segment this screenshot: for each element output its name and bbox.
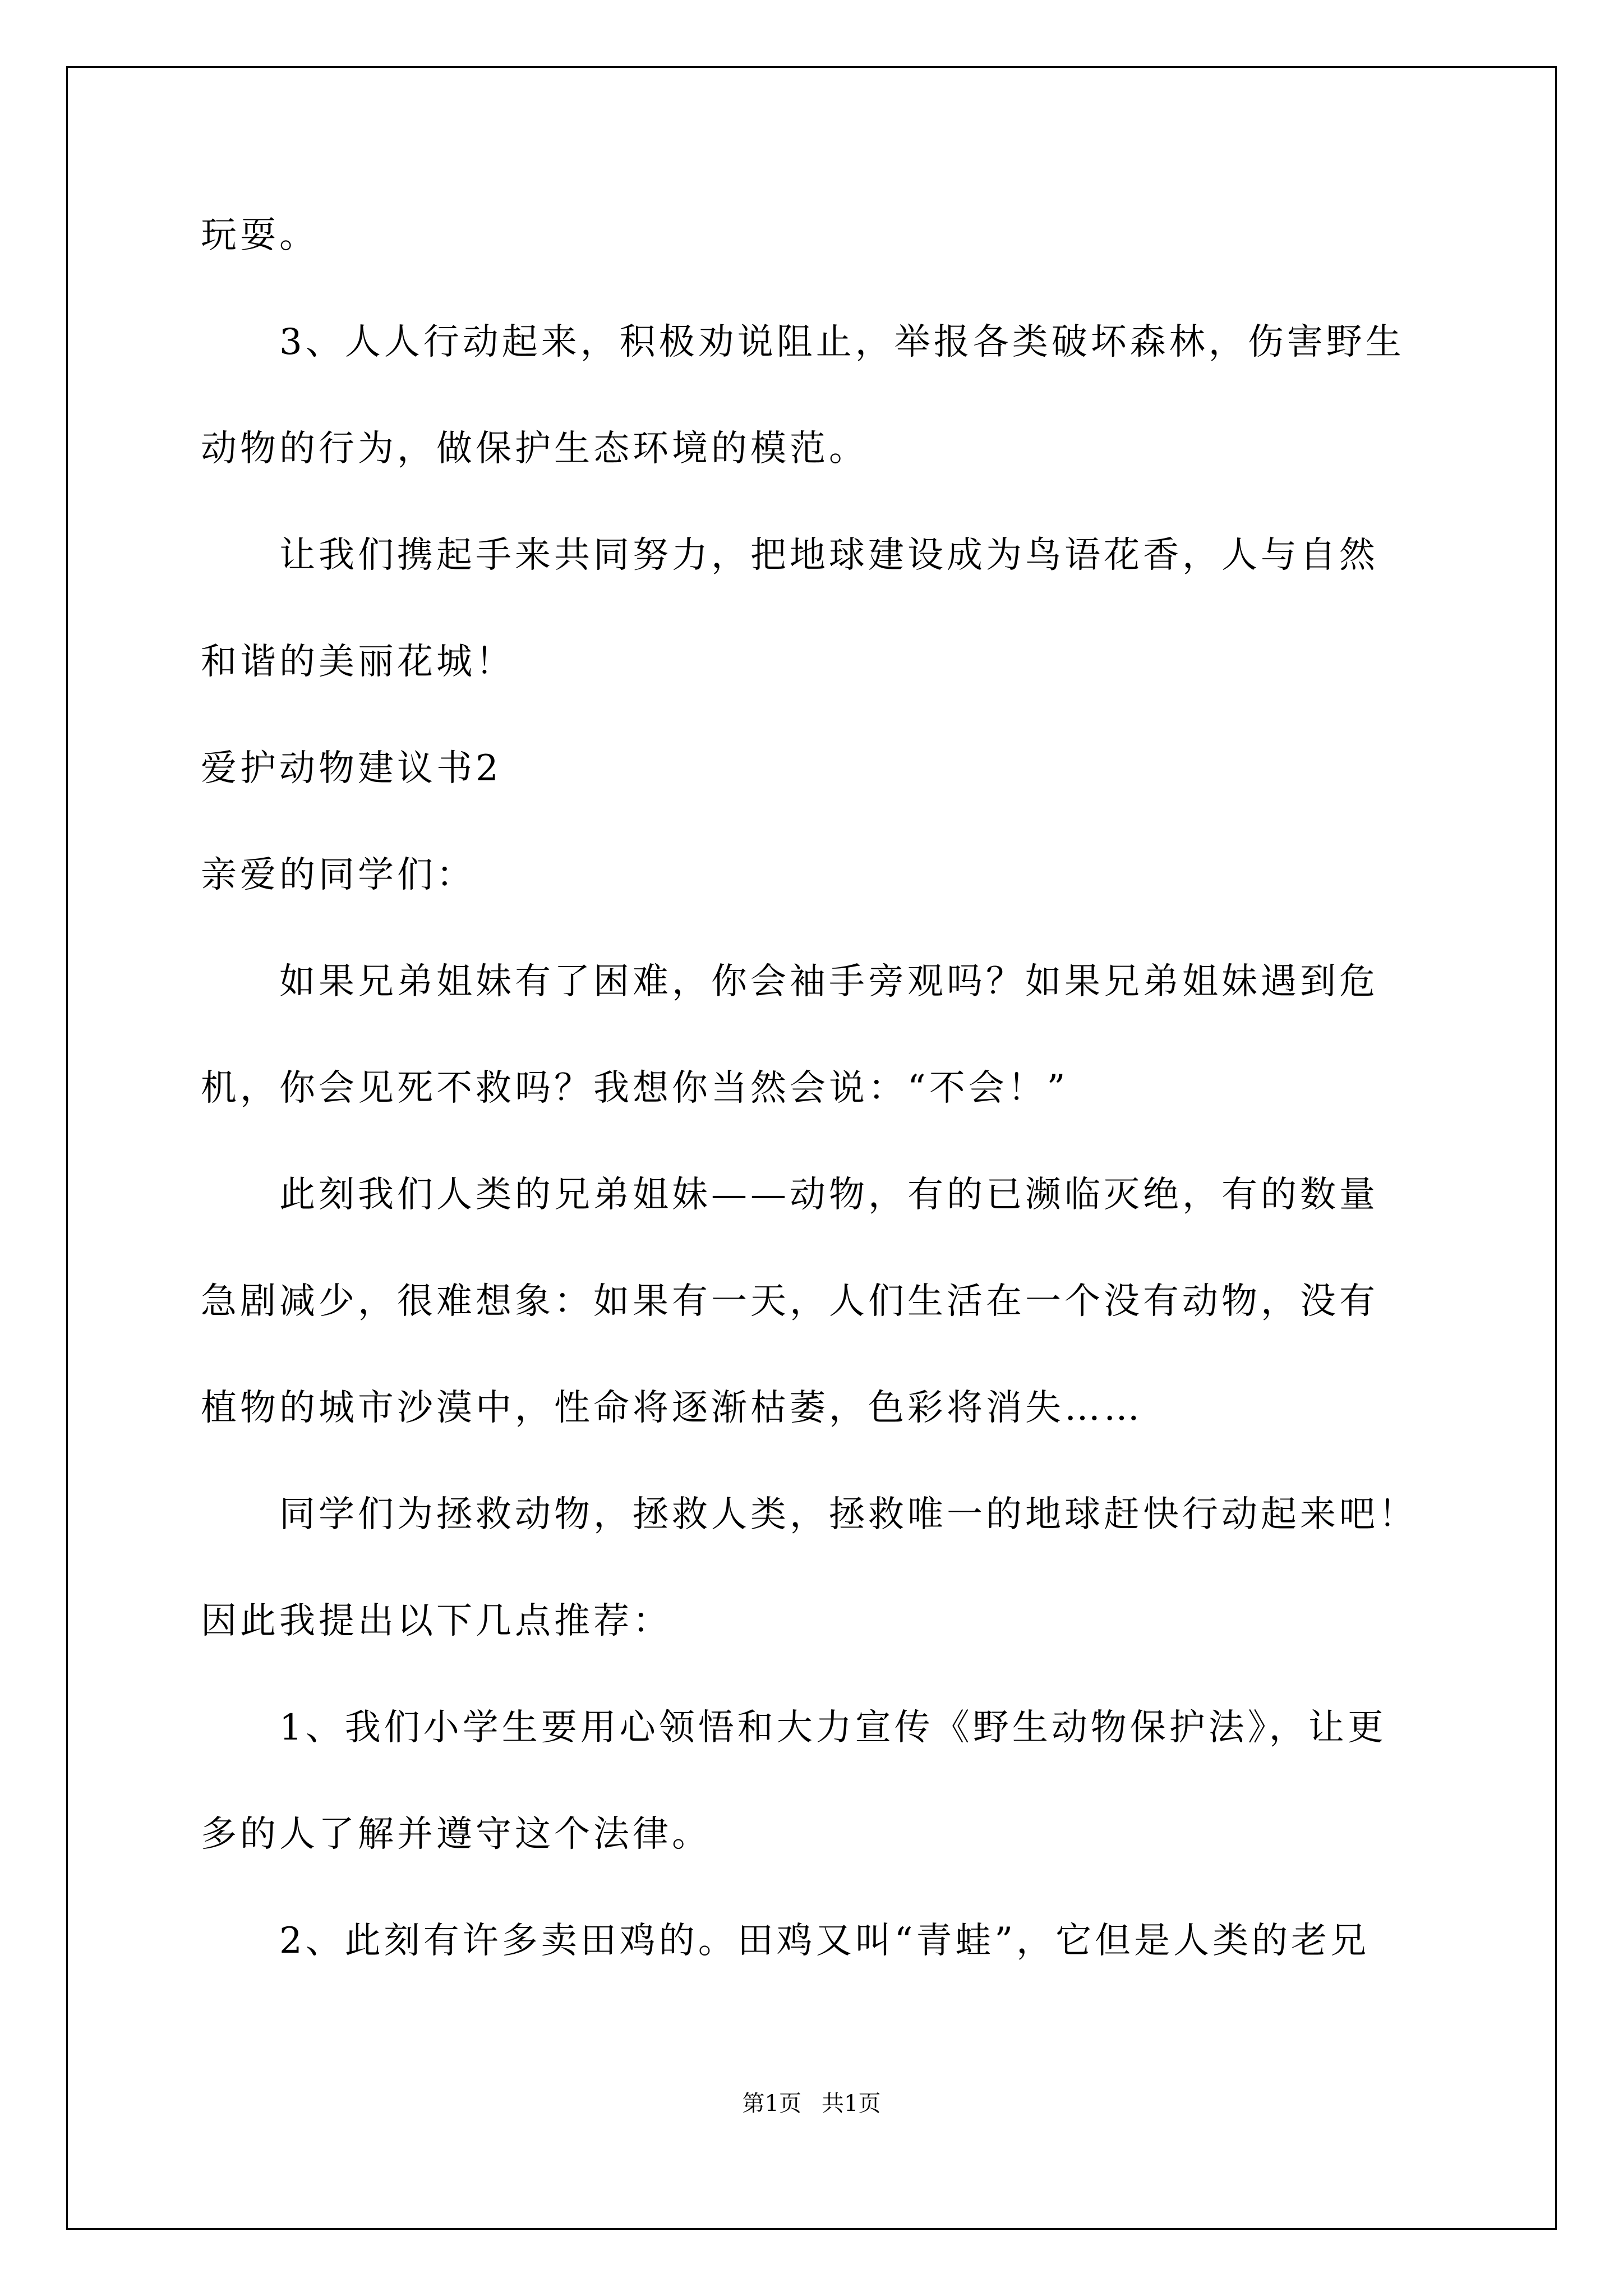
text-line: 机，你会见死不救吗？我想你当然会说：“不会！” bbox=[201, 1068, 1069, 1109]
section-heading: 爱护动物建议书2 bbox=[201, 748, 502, 789]
text-line: 3、人人行动起来，积极劝说阻止，举报各类破坏森林，伤害野生 bbox=[279, 321, 1405, 363]
text-line: 让我们携起手来共同努力，把地球建设成为鸟语花香，人与自然 bbox=[279, 535, 1378, 576]
page-number: 第1页 bbox=[742, 2091, 801, 2116]
text-line: 同学们为拯救动物，拯救人类，拯救唯一的地球赶快行动起来吧！ bbox=[279, 1494, 1418, 1535]
text-line: 2、此刻有许多卖田鸡的。田鸡又叫“青蛙”，它但是人类的老兄 bbox=[279, 1920, 1370, 1962]
salutation: 亲爱的同学们： bbox=[201, 854, 476, 896]
page-total: 共1页 bbox=[822, 2091, 881, 2116]
page-border bbox=[66, 66, 1557, 2230]
text-line: 动物的行为，做保护生态环境的模范。 bbox=[201, 428, 868, 470]
text-line: 植物的城市沙漠中，性命将逐渐枯萎，色彩将消失…… bbox=[201, 1387, 1143, 1429]
text-line: 如果兄弟姐妹有了困难，你会袖手旁观吗？如果兄弟姐妹遇到危 bbox=[279, 961, 1378, 1002]
text-line: 急剧减少，很难想象：如果有一天，人们生活在一个没有动物，没有 bbox=[201, 1281, 1378, 1322]
page-footer bbox=[0, 2090, 1623, 2118]
text-line: 多的人了解并遵守这个法律。 bbox=[201, 1814, 711, 1855]
text-line: 1、我们小学生要用心领悟和大力宣传《野生动物保护法》，让更 bbox=[279, 1707, 1387, 1749]
text-line: 因此我提出以下几点推荐： bbox=[201, 1600, 672, 1642]
text-line: 此刻我们人类的兄弟姐妹——动物，有的已濒临灭绝，有的数量 bbox=[279, 1174, 1378, 1216]
text-line: 和谐的美丽花城！ bbox=[201, 641, 515, 683]
text-line: 玩耍。 bbox=[201, 215, 319, 256]
